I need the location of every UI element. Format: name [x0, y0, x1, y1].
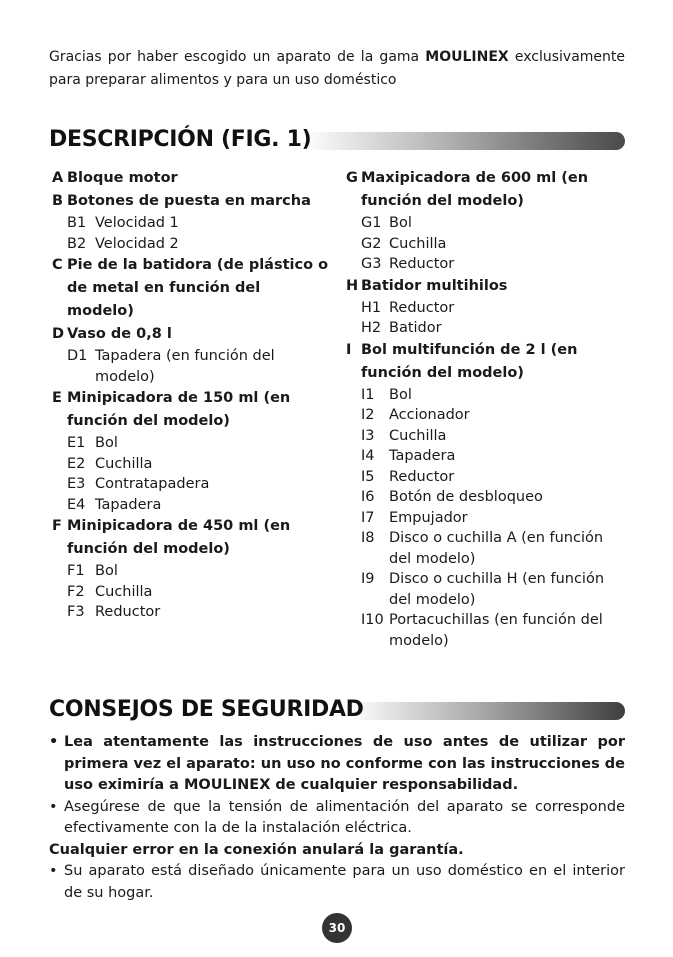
subitem-code: I10	[361, 612, 384, 628]
description-item-heading	[52, 167, 332, 190]
bullet-dot: •	[49, 734, 59, 750]
subitem-code: H1	[361, 299, 382, 316]
subitem-label: Cuchilla	[389, 427, 447, 444]
description-subitem	[346, 213, 626, 234]
subitem-code: B2	[67, 235, 87, 252]
intro-paragraph	[49, 46, 625, 92]
item-letter: C	[52, 257, 63, 273]
description-item	[52, 387, 332, 515]
item-letter: H	[346, 277, 359, 294]
page-number-badge	[322, 913, 352, 943]
safety-bullet	[49, 861, 625, 904]
subitem-label: Cuchilla	[389, 235, 447, 252]
description-item-heading	[346, 167, 626, 213]
description-left-column	[52, 167, 332, 623]
intro-text-after: exclusivamente para preparar alimentos y para un uso doméstico	[49, 49, 626, 88]
subitem-code: G2	[361, 235, 382, 252]
subitem-label: Cuchilla	[95, 455, 153, 472]
subitem-code: I7	[361, 509, 375, 526]
subitem-label: Reductor	[389, 468, 455, 485]
description-subitem	[346, 298, 626, 319]
subitem-label: Reductor	[95, 604, 161, 620]
subitem-code: H2	[361, 320, 382, 336]
item-letter: E	[52, 390, 62, 406]
description-subitem	[52, 346, 332, 387]
page-number: 30	[328, 921, 346, 935]
safety-heading	[49, 694, 625, 726]
safety-section	[49, 732, 625, 904]
subitem-code: G1	[361, 215, 382, 231]
description-subitem	[346, 446, 626, 467]
item-letter: F	[52, 518, 62, 534]
subitem-code: D1	[67, 348, 88, 364]
item-letter: I	[346, 341, 352, 358]
description-item	[346, 339, 626, 652]
subitem-label: Empujador	[389, 509, 468, 526]
description-subitem	[346, 254, 626, 275]
description-subitem	[346, 528, 626, 569]
item-label: Vaso de 0,8 l	[67, 326, 172, 342]
description-item-heading	[52, 387, 332, 433]
intro-text-before: Gracias por haber escogido un aparato de la gama	[49, 49, 426, 65]
description-subitem	[52, 582, 332, 603]
item-letter: B	[52, 193, 64, 209]
description-item-heading	[52, 515, 332, 561]
subitem-label: Velocidad 1	[95, 215, 179, 231]
safety-bullet-text: Asegúrese de que la tensión de alimentación del aparato se corresponde efectivamente con la de la instalación eléctrica.	[64, 798, 625, 836]
subitem-label: Velocidad 2	[95, 235, 179, 252]
subitem-label: Bol	[95, 563, 118, 579]
item-letter: A	[52, 170, 64, 186]
description-subitem	[346, 405, 626, 426]
description-item-heading	[52, 190, 332, 213]
safety-bullet-text: Lea atentamente las instrucciones de uso antes de utilizar por primera vez el aparato: un uso no conforme con las instrucciones de uso eximiría a MOULINEX de cualquier responsabilidad.	[64, 734, 625, 793]
subitem-code: I8	[361, 530, 375, 546]
safety-bullet	[49, 797, 625, 840]
safety-warning: Cualquier error en la conexión anulará la garantía.	[49, 841, 464, 858]
subitem-label: Tapadera	[95, 496, 162, 513]
subitem-code: F2	[67, 583, 85, 600]
brand-name: MOULINEX	[425, 49, 509, 65]
description-subitem	[52, 433, 332, 454]
subitem-label: Disco o cuchilla H (en función del modelo)	[389, 571, 605, 608]
description-item	[52, 254, 332, 323]
item-label: Botones de puesta en marcha	[67, 193, 311, 209]
description-subitem	[52, 602, 332, 623]
subitem-label: Tapadera	[389, 448, 456, 464]
item-label: Pie de la batidora (de plástico o de metal en función del modelo)	[67, 257, 329, 319]
description-heading	[49, 124, 625, 156]
safety-bullet	[49, 732, 625, 797]
description-item-heading	[52, 254, 332, 323]
subitem-label: Accionador	[389, 407, 470, 423]
safety-bullet-text: Su aparato está diseñado únicamente para un uso doméstico en el interior de su hogar.	[64, 863, 625, 901]
bullet-dot: •	[49, 863, 58, 879]
subitem-code: E4	[67, 496, 86, 513]
description-subitem	[346, 508, 626, 529]
description-subitem	[346, 610, 626, 651]
description-subitem	[346, 569, 626, 610]
description-item	[346, 275, 626, 339]
item-label: Minipicadora de 150 ml (en función del modelo)	[67, 390, 291, 429]
subitem-label: Reductor	[389, 256, 455, 272]
description-subitem	[346, 467, 626, 488]
subitem-code: G3	[361, 256, 382, 272]
description-item	[52, 323, 332, 387]
description-subitem	[346, 487, 626, 508]
description-item	[52, 167, 332, 190]
description-subitem	[346, 385, 626, 406]
subitem-label: Bol	[389, 386, 412, 403]
bullet-dot: •	[49, 798, 58, 815]
subitem-label: Cuchilla	[95, 583, 153, 600]
subitem-label: Portacuchillas (en función del modelo)	[389, 612, 603, 649]
description-item-heading	[346, 275, 626, 298]
item-label: Bloque motor	[67, 170, 178, 186]
description-subitem	[52, 561, 332, 582]
description-subitem	[52, 454, 332, 475]
subitem-label: Bol	[389, 215, 412, 231]
description-subitem	[52, 234, 332, 255]
item-label: Maxipicadora de 600 ml (en función del modelo)	[361, 170, 589, 209]
subitem-code: I4	[361, 448, 375, 464]
description-item	[346, 167, 626, 275]
subitem-label: Batidor	[389, 320, 442, 336]
item-letter: D	[52, 326, 65, 342]
item-label: Batidor multihilos	[361, 277, 508, 294]
subitem-code: B1	[67, 215, 87, 231]
subitem-code: E2	[67, 455, 86, 472]
item-label: Minipicadora de 450 ml (en función del modelo)	[67, 518, 291, 557]
subitem-code: F3	[67, 604, 85, 620]
subitem-code: I5	[361, 468, 375, 485]
item-label: Bol multifunción de 2 l (en función del modelo)	[361, 341, 578, 381]
subitem-code: I1	[361, 386, 375, 403]
subitem-code: I9	[361, 571, 375, 587]
description-item	[52, 515, 332, 623]
subitem-label: Contratapadera	[95, 476, 210, 492]
subitem-code: I3	[361, 427, 375, 444]
subitem-label: Disco o cuchilla A (en función del modelo)	[389, 530, 604, 567]
subitem-label: Tapadera (en función del modelo)	[95, 348, 275, 385]
description-subitem	[346, 234, 626, 255]
subitem-label: Reductor	[389, 299, 455, 316]
subitem-code: E3	[67, 476, 86, 492]
description-item	[52, 190, 332, 254]
description-subitem	[346, 318, 626, 339]
description-right-column	[346, 167, 626, 651]
safety-title: CONSEJOS DE SEGURIDAD	[49, 697, 364, 722]
description-subitem	[52, 495, 332, 516]
subitem-code: I2	[361, 407, 375, 423]
subitem-label: Bol	[95, 435, 118, 451]
subitem-code: I6	[361, 489, 375, 505]
description-item-heading	[346, 339, 626, 385]
description-title: DESCRIPCIÓN (FIG. 1)	[49, 127, 312, 152]
subitem-code: F1	[67, 563, 85, 579]
description-subitem	[52, 213, 332, 234]
description-item-heading	[52, 323, 332, 346]
item-letter: G	[346, 170, 358, 186]
subitem-code: E1	[67, 435, 86, 451]
description-subitem	[346, 426, 626, 447]
description-subitem	[52, 474, 332, 495]
subitem-label: Botón de desbloqueo	[389, 489, 543, 505]
